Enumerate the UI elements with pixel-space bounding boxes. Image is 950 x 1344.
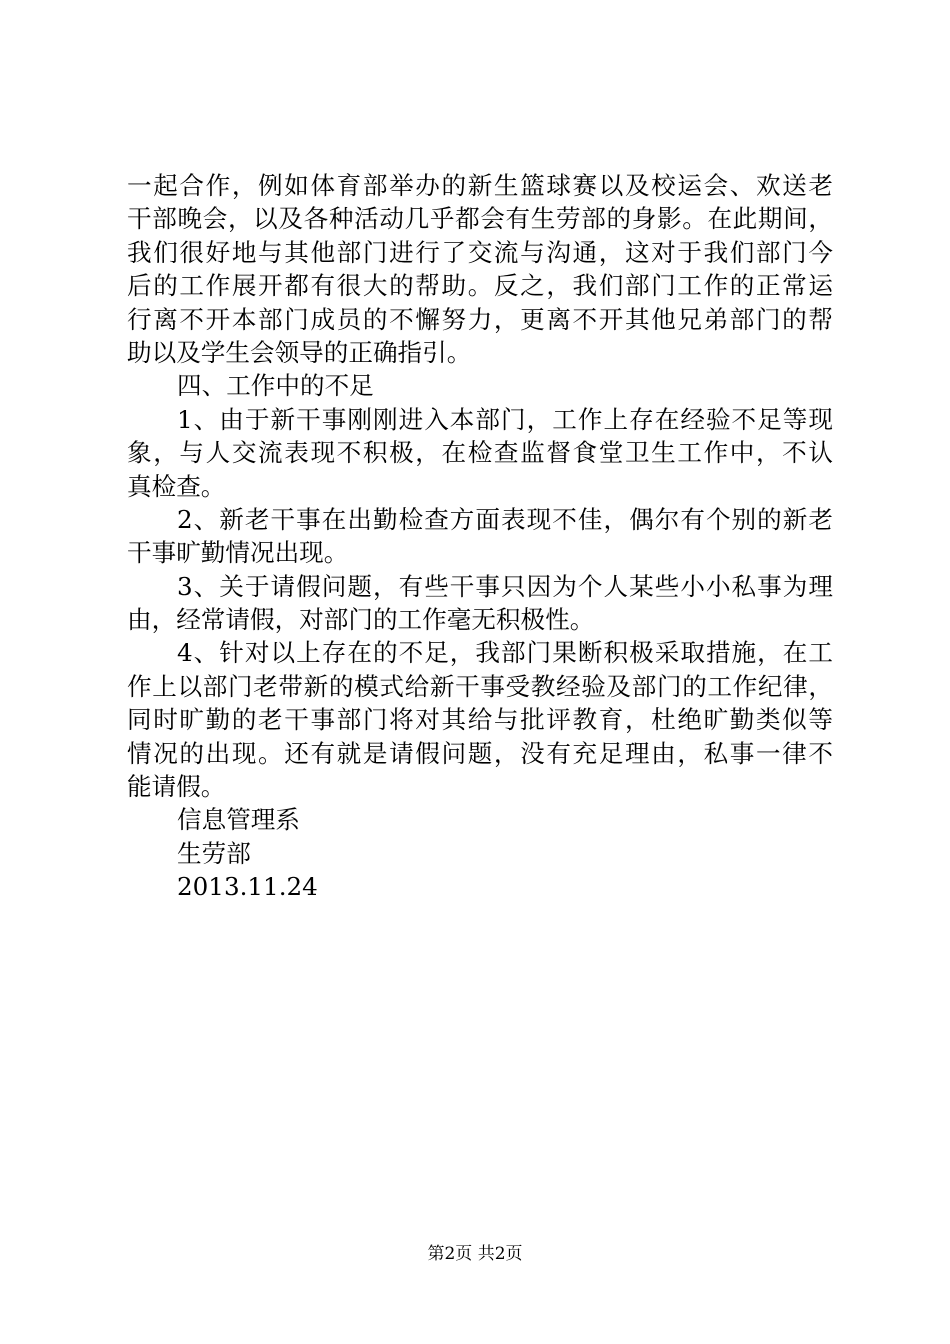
page-number-footer: 第2页 共2页 [427, 1244, 523, 1264]
text-line: 1、由于新干事刚刚进入本部门，工作上存在经验不足等现 [177, 404, 833, 434]
text-line: 2、新老干事在出勤检查方面表现不佳，偶尔有个别的新老 [177, 504, 833, 534]
text-line: 情况的出现。还有就是请假问题，没有充足理由，私事一律不 [127, 738, 833, 768]
text-line: 助以及学生会领导的正确指引。 [127, 337, 472, 367]
text-line: 同时旷勤的老干事部门将对其给与批评教育，杜绝旷勤类似等 [127, 705, 833, 735]
text-line: 后的工作展开都有很大的帮助。反之，我们部门工作的正常运 [127, 271, 833, 301]
text-line: 行离不开本部门成员的不懈努力，更离不开其他兄弟部门的帮 [127, 304, 833, 334]
text-line: 4、针对以上存在的不足，我部门果断积极采取措施，在工 [177, 638, 833, 668]
text-line: 干事旷勤情况出现。 [127, 538, 349, 568]
text-line: 能请假。 [127, 772, 226, 802]
text-line: 我们很好地与其他部门进行了交流与沟通，这对于我们部门今 [127, 237, 833, 267]
text-line: 3、关于请假问题，有些干事只因为个人某些小小私事为理 [177, 571, 833, 601]
text-line: 一起合作，例如体育部举办的新生篮球赛以及校运会、欢送老 [127, 171, 833, 200]
text-line: 象，与人交流表现不积极，在检查监督食堂卫生工作中，不认 [127, 438, 833, 468]
signature-date: 2013.11.24 [177, 872, 318, 902]
signature-department: 信息管理系 [177, 805, 300, 835]
text-line: 由，经常请假，对部门的工作毫无积极性。 [127, 605, 595, 635]
text-line: 作上以部门老带新的模式给新干事受教经验及部门的工作纪律， [127, 671, 833, 701]
signature-office: 生劳部 [177, 838, 251, 868]
text-line: 干部晚会，以及各种活动几乎都会有生劳部的身影。在此期间， [127, 204, 833, 234]
section-heading: 四、工作中的不足 [177, 371, 374, 401]
text-line: 真检查。 [127, 471, 226, 501]
document-body [127, 169, 833, 904]
